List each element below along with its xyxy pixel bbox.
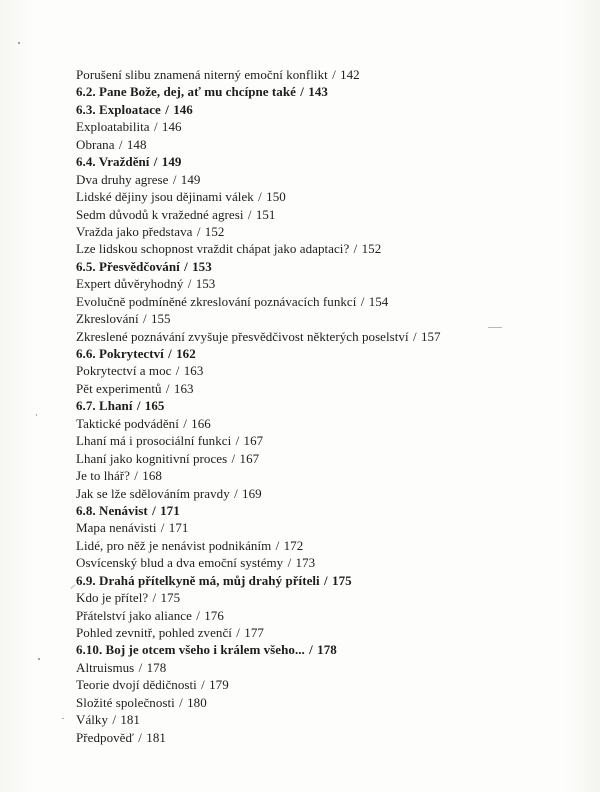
toc-separator: / [196, 607, 200, 623]
toc-separator: / [309, 642, 313, 658]
toc-entry-title: Pokrytectví a moc [76, 363, 172, 379]
toc-entry-title: 6.9. Drahá přítelkyně má, můj drahý příteli [76, 572, 320, 588]
toc-entry-title: 6.8. Nenávist [76, 502, 148, 518]
toc-page-number: 175 [160, 590, 181, 606]
toc-separator: / [138, 729, 142, 745]
toc-page-number: 167 [239, 450, 260, 466]
toc-separator: / [118, 136, 123, 152]
toc-entry [76, 66, 576, 83]
toc-separator: / [258, 189, 262, 205]
toc-entry-title: Dva druhy agrese [76, 171, 169, 187]
toc-separator: / [236, 625, 240, 640]
toc-page-number: 154 [368, 293, 389, 309]
toc-page-number: 163 [183, 363, 204, 379]
toc-page-number: 165 [144, 398, 165, 414]
toc-entry-title: 6.2. Pane Bože, dej, ať mu chcípne také [76, 84, 296, 100]
toc-entry-title: Lidé, pro něž je nenávist podnikáním [76, 537, 272, 553]
toc-entry [76, 694, 576, 711]
toc-entry-title: Jak se lže sdělováním pravdy [76, 485, 230, 501]
toc-separator: / [231, 450, 236, 466]
scan-speck [38, 658, 40, 660]
toc-section-heading [76, 572, 576, 589]
toc-entry [76, 206, 576, 223]
toc-page-number: 171 [160, 502, 180, 518]
toc-entry [76, 380, 576, 397]
toc-page-number: 146 [161, 119, 182, 135]
toc-page-number: 149 [161, 154, 182, 170]
toc-page-number: 150 [266, 189, 286, 205]
toc-entry-title: Osvícenský blud a dva emoční systémy [76, 555, 284, 571]
toc-entry-title: Pět experimentů [76, 380, 162, 396]
toc-separator: / [152, 502, 156, 518]
toc-page-number: 166 [191, 415, 211, 431]
toc-entry-title: Kdo je přítel? [76, 590, 149, 606]
toc-entry [76, 537, 576, 554]
toc-separator: / [172, 171, 177, 187]
toc-entry [76, 589, 576, 606]
toc-entry [76, 118, 576, 135]
toc-entry [76, 450, 576, 467]
toc-page-number: 148 [126, 136, 147, 152]
toc-page-number: 173 [295, 555, 316, 571]
toc-entry-title: Zkreslování [76, 311, 139, 327]
toc-entry [76, 519, 576, 536]
toc-entry-title: Války [76, 712, 109, 728]
toc-separator: / [247, 206, 252, 222]
toc-entry-title: Exploatabilita [76, 119, 150, 135]
toc-separator: / [300, 84, 304, 100]
table-of-contents [76, 66, 576, 746]
toc-entry [76, 275, 576, 292]
toc-section-heading [76, 502, 576, 519]
scan-speck [36, 414, 37, 416]
toc-section-heading [76, 258, 576, 275]
toc-entry [76, 223, 576, 240]
toc-page-number: 149 [180, 171, 201, 187]
toc-entry [76, 310, 576, 327]
toc-entry [76, 188, 576, 205]
toc-page-number: 155 [150, 311, 171, 327]
toc-page-number: 142 [340, 67, 360, 82]
toc-entry [76, 711, 576, 728]
toc-separator: / [152, 590, 157, 606]
toc-page-number: 178 [317, 642, 337, 658]
toc-separator: / [153, 154, 158, 170]
toc-entry-title: Vražda jako představa [76, 223, 193, 239]
toc-entry-title: Altruismus [76, 659, 135, 675]
toc-section-heading [76, 641, 576, 658]
scan-scratch [70, 584, 75, 589]
toc-entry-title: Je to lhář? [76, 468, 130, 484]
toc-page-number: 178 [146, 659, 167, 675]
toc-page-number: 180 [187, 694, 207, 710]
toc-separator: / [138, 659, 143, 675]
toc-page-number: 177 [244, 625, 264, 640]
toc-entry-title: Taktické podvádění [76, 415, 179, 431]
toc-entry [76, 676, 576, 693]
toc-page-number: 163 [173, 380, 194, 396]
toc-page-number: 175 [332, 572, 352, 588]
toc-separator: / [353, 241, 358, 257]
toc-separator: / [168, 346, 172, 361]
toc-entry-title: Evolučně podmíněné zkreslování poznávacích funkcí [76, 293, 357, 309]
toc-page-number: 153 [192, 258, 212, 274]
toc-entry-title: Lidské dějiny jsou dějinami válek [76, 189, 254, 205]
toc-entry-title: Sedm důvodů k vražedné agresi [76, 206, 244, 222]
toc-entry [76, 607, 576, 624]
toc-entry-title: 6.6. Pokrytectví [76, 346, 164, 361]
toc-entry [76, 624, 576, 641]
toc-entry [76, 554, 576, 571]
toc-separator: / [287, 555, 292, 571]
toc-separator: / [165, 380, 170, 396]
toc-page-number: 162 [176, 346, 196, 361]
toc-entry-title: 6.7. Lhaní [76, 398, 133, 414]
toc-page-number: 153 [195, 276, 216, 292]
toc-entry [76, 432, 576, 449]
toc-page-number: 152 [361, 241, 382, 257]
toc-entry-title: Pohled zevnitř, pohled zvenčí [76, 625, 232, 640]
toc-separator: / [165, 101, 169, 117]
toc-separator: / [142, 311, 147, 327]
toc-section-heading [76, 153, 576, 170]
toc-section-heading [76, 397, 576, 414]
toc-entry [76, 240, 576, 257]
toc-separator: / [332, 67, 336, 82]
toc-entry [76, 293, 576, 310]
toc-page-number: 176 [204, 607, 224, 623]
toc-entry-title: 6.4. Vraždění [76, 154, 150, 170]
toc-entry-title: Lze lidskou schopnost vraždit chápat jako adaptaci? [76, 241, 350, 257]
toc-page-number: 146 [173, 101, 193, 117]
toc-separator: / [324, 572, 328, 588]
toc-entry-title: 6.10. Boj je otcem všeho i králem všeho... [76, 642, 305, 658]
toc-separator: / [183, 415, 187, 431]
toc-page-number: 169 [242, 485, 262, 501]
toc-entry [76, 729, 576, 746]
toc-page-number: 151 [255, 206, 276, 222]
toc-page-number: 152 [204, 223, 225, 239]
toc-page-number: 157 [420, 328, 441, 344]
toc-entry [76, 171, 576, 188]
toc-entry-title: Lhaní jako kognitivní proces [76, 450, 228, 466]
toc-entry [76, 415, 576, 432]
toc-entry-title: Obrana [76, 136, 115, 152]
toc-entry-title: Porušení slibu znamená niterný emoční konflikt [76, 67, 328, 82]
toc-entry-title: Lhaní má i prosociální funkci [76, 433, 232, 449]
toc-separator: / [179, 694, 183, 710]
toc-section-heading [76, 83, 576, 100]
toc-entry-title: Zkreslené poznávání zvyšuje přesvědčivost některých poselství [76, 328, 409, 344]
toc-entry [76, 467, 576, 484]
toc-page-number: 181 [146, 729, 166, 745]
toc-section-heading [76, 101, 576, 118]
toc-separator: / [160, 520, 165, 536]
toc-separator: / [187, 276, 192, 292]
toc-entry [76, 362, 576, 379]
toc-separator: / [134, 468, 138, 484]
toc-separator: / [275, 537, 280, 553]
toc-page-number: 172 [283, 537, 304, 553]
toc-entry-title: Přátelství jako aliance [76, 607, 192, 623]
toc-entry-title: 6.5. Přesvědčování [76, 258, 180, 274]
toc-entry-title: Teorie dvojí dědičnosti [76, 677, 197, 693]
toc-entry [76, 659, 576, 676]
toc-separator: / [201, 677, 205, 693]
toc-separator: / [175, 363, 180, 379]
toc-page-number: 171 [168, 520, 189, 536]
toc-entry-title: Expert důvěryhodný [76, 276, 184, 292]
scan-speck [18, 42, 20, 44]
toc-entry-title: Mapa nenávisti [76, 520, 157, 536]
toc-separator: / [184, 258, 188, 274]
scan-speck [62, 718, 64, 719]
toc-separator: / [360, 293, 365, 309]
toc-entry [76, 136, 576, 153]
toc-separator: / [112, 712, 117, 728]
toc-separator: / [153, 119, 158, 135]
toc-separator: / [412, 328, 417, 344]
toc-section-heading [76, 345, 576, 362]
toc-separator: / [235, 433, 240, 449]
toc-entry-title: Složité společnosti [76, 694, 175, 710]
toc-separator: / [136, 398, 141, 414]
toc-entry-title: 6.3. Exploatace [76, 101, 161, 117]
toc-entry [76, 328, 576, 345]
toc-separator: / [234, 485, 238, 501]
toc-page-number: 181 [120, 712, 140, 728]
toc-page-number: 167 [243, 433, 264, 449]
toc-entry [76, 485, 576, 502]
toc-separator: / [196, 223, 201, 239]
toc-page-number: 168 [142, 468, 162, 484]
toc-page-number: 179 [209, 677, 229, 693]
toc-page-number: 143 [308, 84, 328, 100]
toc-entry-title: Předpověď [76, 729, 134, 745]
